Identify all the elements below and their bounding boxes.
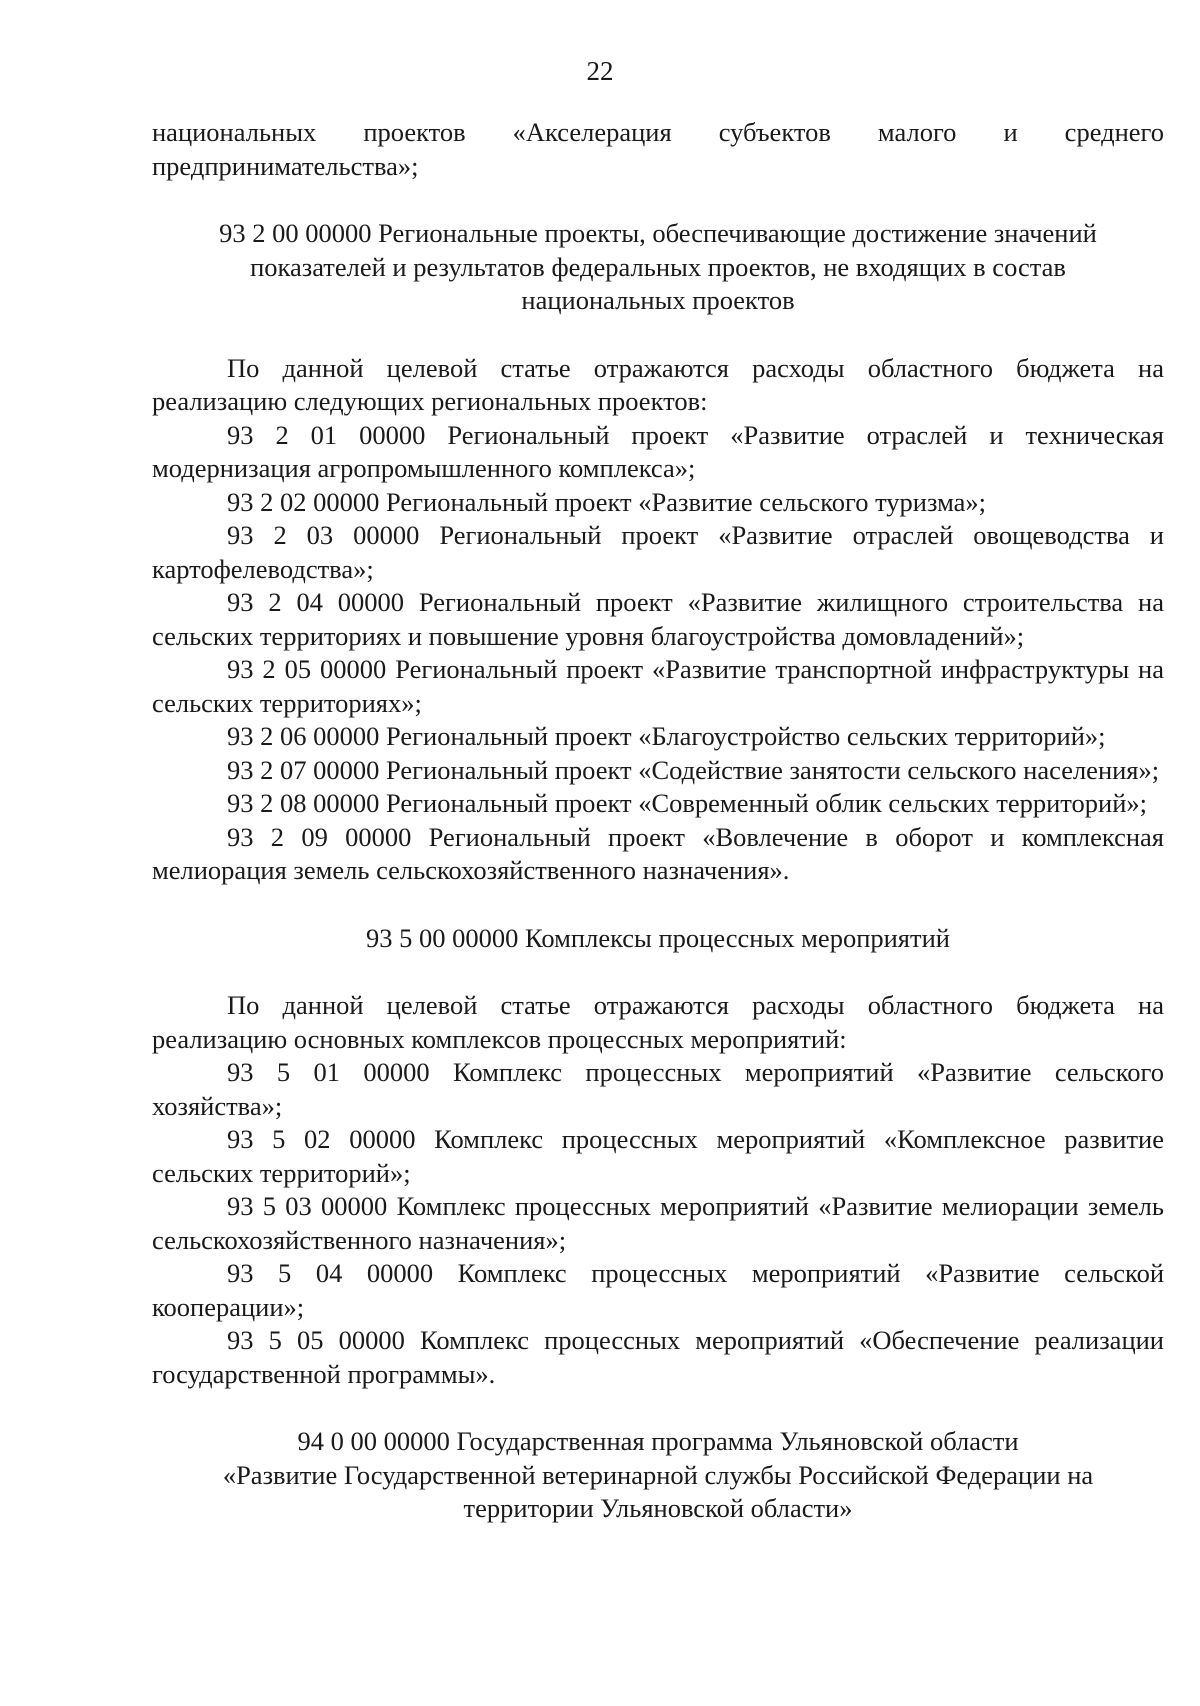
section-heading-94-line-1: 94 0 00 00000 Государственная программа Ульяновской области [297, 1426, 1019, 1456]
list-item: 93 5 05 00000 Комплекс процессных мероприятий «Обеспечение реализации государственной программы». [152, 1325, 1164, 1389]
list-item: 93 2 04 00000 Региональный проект «Развитие жилищного строительства на сельских территориях и повышение уровня благоустройства домовладений»; [152, 587, 1164, 651]
list-item: 93 2 05 00000 Региональный проект «Развитие транспортной инфраструктуры на сельских территориях»; [152, 654, 1164, 718]
list-item: 93 2 07 00000 Региональный проект «Содействие занятости сельского населения»; [227, 754, 1160, 785]
list-item: 93 5 01 00000 Комплекс процессных мероприятий «Развитие сельского хозяйства»; [152, 1057, 1164, 1121]
list-item: 93 2 09 00000 Региональный проект «Вовлечение в оборот и комплексная мелиорация земель сельскохозяйственного назначения». [152, 821, 1164, 885]
page-number: 22 [586, 56, 614, 86]
list-item: 93 5 02 00000 Комплекс процессных мероприятий «Комплексное развитие сельских территорий»; [152, 1124, 1164, 1188]
section-93-5-lead: По данной целевой статье отражаются расходы областного бюджета на реализацию основных комплексов процессных мероприятий: [152, 990, 1164, 1054]
list-item: 93 5 04 00000 Комплекс процессных мероприятий «Развитие сельской кооперации»; [152, 1258, 1164, 1322]
section-heading-94-line-3: территории Ульяновской области» [463, 1493, 853, 1523]
section-93-2-lead: По данной целевой статье отражаются расходы областного бюджета на реализацию следующих региональных проектов: [152, 352, 1164, 416]
list-item: 93 5 03 00000 Комплекс процессных мероприятий «Развитие мелиорации земель сельскохозяйственного назначения»; [152, 1191, 1164, 1255]
list-item: 93 2 03 00000 Региональный проект «Развитие отраслей овощеводства и картофелеводства»; [152, 520, 1164, 584]
document-body [152, 116, 1164, 1526]
section-heading-94-line-2: «Развитие Государственной ветеринарной службы Российской Федерации на [222, 1459, 1094, 1490]
list-item: 93 2 06 00000 Региональный проект «Благоустройство сельских территорий»; [227, 721, 1106, 751]
section-heading-93-2: 93 2 00 00000 Региональные проекты, обеспечивающие достижение значений показателей и результатов федеральных проектов, не входящих в состав национальных проектов [219, 218, 1097, 315]
list-item: 93 2 02 00000 Региональный проект «Развитие сельского туризма»; [227, 486, 987, 517]
intro-paragraph: национальных проектов «Акселерация субъектов малого и среднего предпринимательства»; [152, 117, 1164, 181]
section-heading-93-5: 93 5 00 00000 Комплексы процессных мероприятий [366, 922, 950, 953]
list-item: 93 2 01 00000 Региональный проект «Развитие отраслей и техническая модернизация агропромышленного комплекса»; [152, 419, 1164, 483]
list-item: 93 2 08 00000 Региональный проект «Современный облик сельских территорий»; [227, 788, 1147, 818]
